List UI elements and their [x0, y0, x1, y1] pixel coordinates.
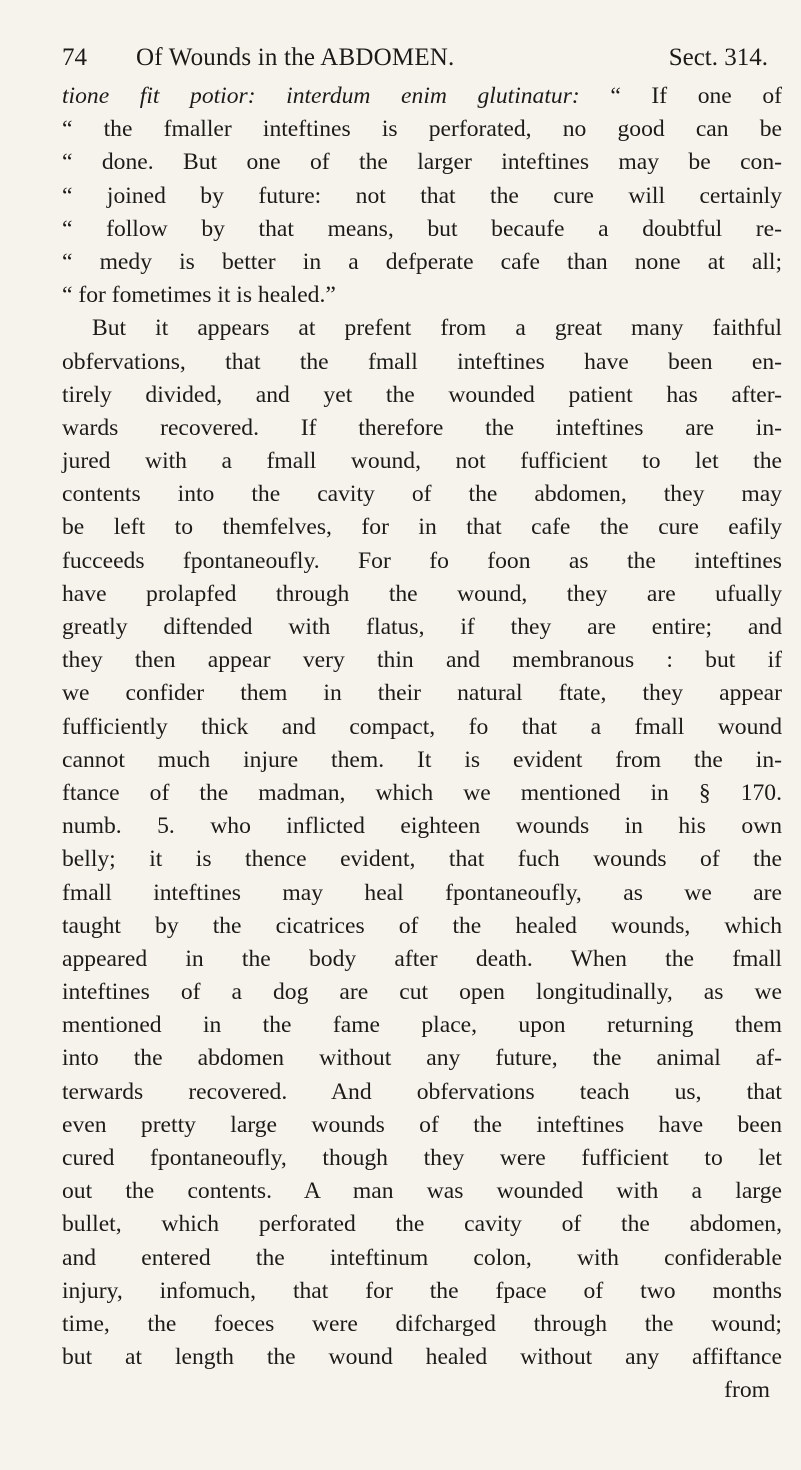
line-text: “ the fmaller inteftines is perforated, no good can be: [62, 116, 782, 143]
line-text: obfervations, that the fmall inteftines have been en-: [62, 348, 782, 375]
text-line: [62, 146, 782, 179]
line-text: and entered the inteftinum colon, with confiderable: [62, 1244, 782, 1271]
text-line: [62, 843, 782, 876]
text-line: [62, 611, 782, 644]
text-line: [62, 744, 782, 777]
text-line: [62, 511, 782, 544]
line-text: ftance of the madman, which we mentioned in § 170.: [62, 779, 782, 806]
text-line: [62, 810, 782, 843]
text-line: [62, 113, 782, 146]
text-line: [62, 1242, 782, 1275]
line-text: be left to themfelves, for in that cafe the cure eafily: [62, 514, 782, 541]
line-text: contents into the cavity of the abdomen, they may: [62, 481, 782, 508]
line-text: have prolapfed through the wound, they are ufually: [62, 580, 782, 607]
running-header: [62, 38, 782, 78]
line-text: cured fpontaneoufly, though they were fufficient to let: [62, 1145, 782, 1171]
text-line: [62, 1208, 782, 1241]
line-text: bullet, which perforated the cavity of the abdomen,: [62, 1211, 782, 1238]
text-line: [62, 80, 782, 113]
text-line: [62, 677, 782, 710]
body-text: [62, 80, 782, 1408]
line-text: even pretty large wounds of the inteftines have been: [62, 1111, 782, 1138]
text-line: [62, 777, 782, 810]
text-line: [62, 346, 782, 379]
line-text: they then appear very thin and membranous : but if: [62, 647, 782, 674]
line-text: terwards recovered. And obfervations teach us, that: [62, 1078, 782, 1105]
text-line: [62, 1076, 782, 1109]
line-text: time, the foeces were difcharged through the wound;: [62, 1310, 782, 1337]
text-line: [62, 1109, 782, 1142]
book-page: [62, 38, 782, 1448]
line-text: “ joined by future: not that the cure will certainly: [62, 182, 782, 209]
line-text: inteftines of a dog are cut open longitudinally, as we: [62, 979, 782, 1006]
line-text: numb. 5. who inflicted eighteen wounds in his own: [62, 813, 782, 840]
text-line: [62, 1175, 782, 1208]
line-text: greatly diftended with flatus, if they are entire; and: [62, 614, 782, 640]
text-line: [62, 711, 782, 744]
text-line: [62, 1341, 782, 1374]
line-text: “ follow by that means, but becaufe a doubtful re-: [62, 215, 782, 242]
line-text: from: [724, 1377, 770, 1404]
text-line: [62, 976, 782, 1009]
page-number: 74: [62, 44, 87, 71]
text-line: [62, 445, 782, 478]
line-text: taught by the cicatrices of the healed wounds, which: [62, 912, 782, 939]
text-line: [62, 644, 782, 677]
line-text: we confider them in their natural ftate, they appear: [62, 680, 782, 707]
running-title: Of Wounds in the ABDOMEN.: [136, 44, 455, 71]
text-line: [62, 1042, 782, 1075]
text-line: [62, 1009, 782, 1042]
line-text: out the contents. A man was wounded with a large: [62, 1178, 782, 1205]
line-text: fufficiently thick and compact, fo that a fmall wound: [62, 713, 782, 740]
line-text: “ medy is better in a defperate cafe than none at all;: [62, 248, 782, 275]
line-text: But it appears at prefent from a great many faithful: [92, 315, 782, 342]
text-line: [62, 213, 782, 246]
text-line: [62, 180, 782, 213]
text-line: [62, 478, 782, 511]
line-text: fmall inteftines may heal fpontaneoufly, as we are: [62, 879, 782, 906]
text-line: [62, 578, 782, 611]
text-line: [62, 877, 782, 910]
text-line: [62, 246, 782, 279]
line-text: tirely divided, and yet the wounded patient has after-: [62, 381, 782, 408]
text-line: [62, 312, 782, 345]
line-text: cannot much injure them. It is evident from the in-: [62, 746, 782, 773]
italic-latin-phrase: tione fit potior: interdum enim glutinatur:: [62, 83, 580, 109]
text-line: [62, 545, 782, 578]
line-text: mentioned in the fame place, upon returning them: [62, 1012, 782, 1039]
line-text: into the abdomen without any future, the animal af-: [62, 1045, 782, 1072]
line-text: belly; it is thence evident, that fuch wounds of the: [62, 846, 782, 873]
line-text: fucceeds fpontaneoufly. For fo foon as the inteftines: [62, 547, 782, 574]
line-text: “ done. But one of the larger inteftines may be con-: [62, 149, 782, 176]
line-text: injury, infomuch, that for the fpace of two months: [62, 1277, 782, 1304]
line-text: but at length the wound healed without any affiftance: [62, 1344, 782, 1371]
text-line: [62, 379, 782, 412]
text-line: [62, 1275, 782, 1308]
text-line: [62, 943, 782, 976]
text-line: [62, 1308, 782, 1341]
line-text: “ If one of: [579, 83, 783, 109]
line-text: jured with a fmall wound, not fufficient to let the: [62, 448, 782, 475]
line-text: “ for fometimes it is healed.”: [62, 282, 336, 309]
text-line: [62, 910, 782, 943]
text-line: [62, 412, 782, 445]
section-reference: Sect. 314.: [668, 44, 768, 71]
line-text: appeared in the body after death. When the fmall: [62, 945, 782, 972]
text-line: [62, 1374, 782, 1407]
text-line: [62, 279, 782, 312]
text-line: [62, 1142, 782, 1175]
line-text: wards recovered. If therefore the inteftines are in-: [62, 414, 782, 441]
